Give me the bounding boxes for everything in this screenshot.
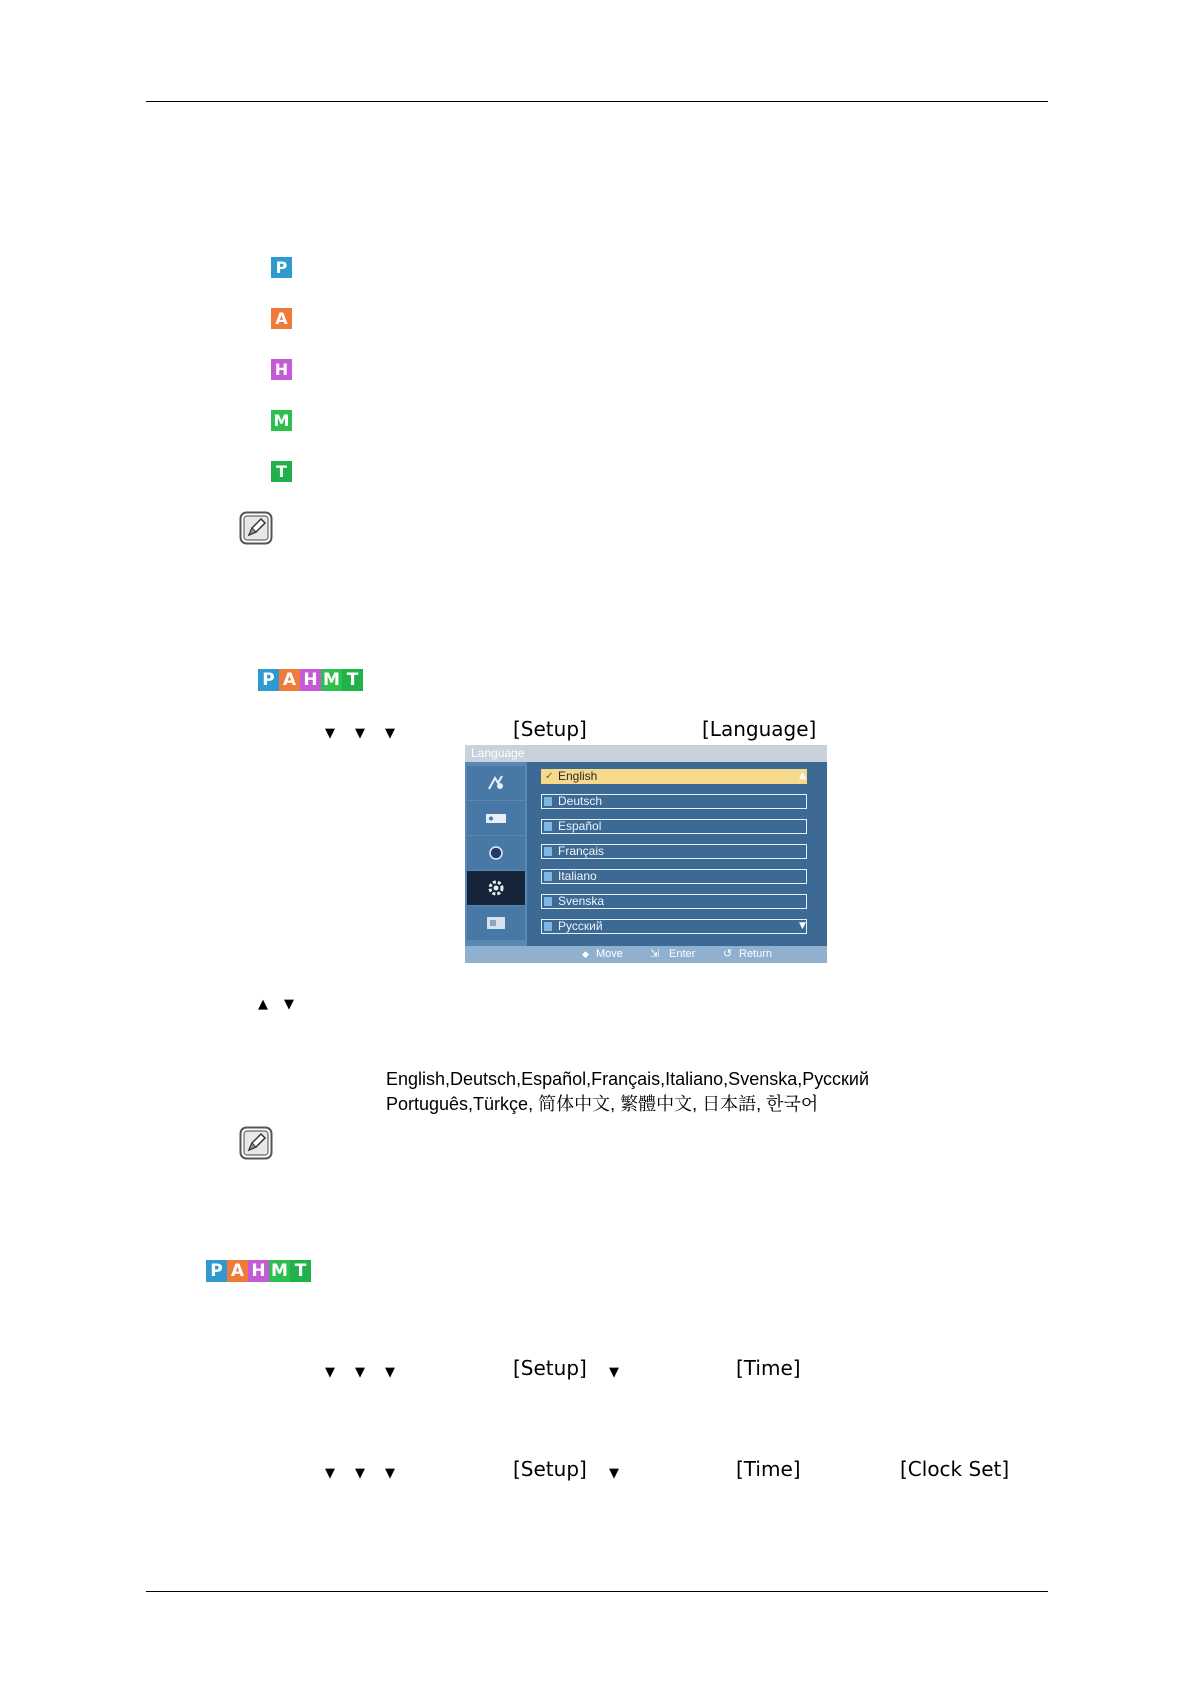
language-option-italiano[interactable] xyxy=(541,869,807,884)
down-arrow-icon: ▼ xyxy=(355,1466,365,1481)
badge-m: M xyxy=(269,1260,290,1282)
sound-icon[interactable] xyxy=(467,801,525,835)
language-list-line-1: English,Deutsch,Español,Français,Italiano,Svenska,Русский xyxy=(386,1069,870,1089)
badge-t: T xyxy=(342,669,363,691)
option-label: Svenska xyxy=(558,894,605,908)
scroll-down-icon[interactable]: ▼ xyxy=(799,921,806,931)
language-option-russian[interactable] xyxy=(541,919,807,934)
scroll-up-icon[interactable]: ▲ xyxy=(799,771,806,781)
pahmt-mode-badge xyxy=(258,669,363,691)
down-arrow-icon: ▼ xyxy=(355,726,365,741)
note-icon xyxy=(239,1126,273,1160)
option-label: Русский xyxy=(558,919,603,933)
language-option-english[interactable] xyxy=(541,769,807,784)
language-option-deutsch[interactable] xyxy=(541,794,807,809)
down-arrow-icon: ▼ xyxy=(385,1466,395,1481)
setup-label: [Setup] xyxy=(513,1457,587,1481)
badge-h: H xyxy=(300,669,321,691)
enter-label: Enter xyxy=(669,948,696,960)
up-arrow-icon: ▲ xyxy=(258,997,268,1012)
badge-h: H xyxy=(248,1260,269,1282)
move-icon: ◆ xyxy=(582,949,589,959)
header-rule xyxy=(146,101,1048,102)
down-arrow-icon: ▼ xyxy=(325,1365,335,1380)
setup-gear-icon[interactable] xyxy=(467,871,525,905)
badge-m: M xyxy=(321,669,342,691)
time-label: [Time] xyxy=(736,1356,801,1380)
osd-footer xyxy=(465,946,827,963)
down-arrow-icon: ▼ xyxy=(385,726,395,741)
language-label: [Language] xyxy=(702,717,817,741)
osd-title: Language xyxy=(465,745,827,762)
mode-p-icon: P xyxy=(271,257,292,278)
down-arrow-icon: ▼ xyxy=(325,726,335,741)
footer-rule xyxy=(146,1591,1048,1592)
badge-a: A xyxy=(227,1260,248,1282)
setup-label: [Setup] xyxy=(513,1356,587,1380)
channel-icon[interactable] xyxy=(467,836,525,870)
setup-label: [Setup] xyxy=(513,717,587,741)
clock-set-label: [Clock Set] xyxy=(900,1457,1010,1481)
language-option-francais[interactable] xyxy=(541,844,807,859)
picture-icon[interactable] xyxy=(467,766,525,800)
down-arrow-icon: ▼ xyxy=(325,1466,335,1481)
time-label: [Time] xyxy=(736,1457,801,1481)
mode-m-icon: M xyxy=(271,410,292,431)
down-arrow-icon: ▼ xyxy=(609,1365,619,1380)
language-list-line-2: Português,Türkçe, 简体中文, 繁體中文, 日本語, 한국어 xyxy=(386,1094,819,1114)
badge-t: T xyxy=(290,1260,311,1282)
pahmt-mode-badge xyxy=(206,1260,311,1282)
mode-a-icon: A xyxy=(271,308,292,329)
checkmark-icon: ✓ xyxy=(545,771,554,782)
osd-language-menu xyxy=(465,745,827,963)
return-label: Return xyxy=(739,948,773,960)
return-icon: ↺ xyxy=(723,948,733,960)
option-label: Español xyxy=(558,819,602,833)
input-icon[interactable] xyxy=(467,906,525,940)
osd-sidebar xyxy=(465,762,527,946)
mode-t-icon: T xyxy=(271,461,292,482)
option-label: English xyxy=(558,769,598,783)
down-arrow-icon: ▼ xyxy=(385,1365,395,1380)
down-arrow-icon: ▼ xyxy=(355,1365,365,1380)
down-arrow-icon: ▼ xyxy=(284,997,294,1012)
move-label: Move xyxy=(596,948,623,960)
language-option-espanol[interactable] xyxy=(541,819,807,834)
enter-icon: ⇲ xyxy=(650,948,660,960)
option-label: Italiano xyxy=(558,869,597,883)
option-label: Français xyxy=(558,844,605,858)
mode-h-icon: H xyxy=(271,359,292,380)
badge-p: P xyxy=(206,1260,227,1282)
language-option-svenska[interactable] xyxy=(541,894,807,909)
badge-p: P xyxy=(258,669,279,691)
badge-a: A xyxy=(279,669,300,691)
option-label: Deutsch xyxy=(558,794,603,808)
down-arrow-icon: ▼ xyxy=(609,1466,619,1481)
note-icon xyxy=(239,511,273,545)
